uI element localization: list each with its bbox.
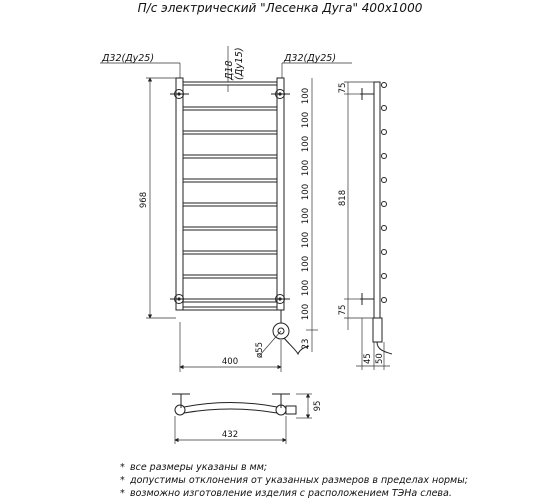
step-group [301, 136, 311, 152]
step-group [301, 232, 311, 248]
note-2: допустимы отклонения от указанных размеров в пределах нормы; [130, 475, 468, 486]
rung [183, 251, 277, 254]
side-rung-end [382, 178, 387, 183]
side-heater-icon [373, 318, 382, 342]
step-dim-label: 100 [301, 303, 311, 321]
rung [183, 203, 277, 206]
rung-bottom [183, 307, 277, 310]
side-depth-b-group [375, 353, 385, 364]
step-dim-label: 100 [301, 279, 311, 297]
step-group [301, 160, 311, 176]
side-rung-end [382, 226, 387, 231]
step-dim-label: 100 [301, 159, 311, 177]
note-3: возможно изготовление изделия с расположением ТЭНа слева. [130, 488, 452, 499]
left-connection-label: Д32(Ду25) [102, 53, 155, 64]
side-rung-end [382, 274, 387, 279]
top-width-label: 432 [221, 430, 239, 440]
rung [183, 227, 277, 230]
note-bullet-icon: * [120, 475, 125, 486]
step-group [301, 280, 311, 296]
side-depth-a-group [363, 353, 373, 364]
side-collector [374, 82, 380, 318]
step-group [301, 112, 311, 128]
top-heater-icon [286, 406, 296, 414]
side-rung-end [382, 250, 387, 255]
note-1: все размеры указаны в мм; [130, 462, 268, 473]
side-view [338, 82, 392, 370]
drawing-title: П/с электрический "Лесенка Дуга" 400х1000 [137, 1, 423, 15]
top-pipe-label: Д18 [224, 60, 235, 80]
side-center-group [338, 190, 348, 206]
side-rung-end [382, 130, 387, 135]
heater-offset-label: 23 [301, 338, 311, 350]
side-depth-a-label: 45 [363, 353, 373, 364]
side-top-offset-label: 75 [338, 82, 348, 94]
top-arc-outer [184, 403, 277, 408]
top-depth-group [313, 401, 323, 412]
side-rung-end [382, 106, 387, 111]
rung [183, 179, 277, 182]
step-dim-label: 100 [301, 207, 311, 225]
height-dim-group [139, 192, 149, 208]
step-dim-label: 100 [301, 183, 311, 201]
step-dim-label: 100 [301, 255, 311, 273]
side-rung-end [382, 83, 387, 88]
step-dim-label: 100 [301, 87, 311, 105]
step-group [301, 304, 311, 320]
side-heater-cable [377, 342, 392, 354]
heater-diameter-label: ø55 [255, 341, 265, 358]
side-rung-end [382, 154, 387, 159]
right-connection-label: Д32(Ду25) [284, 53, 337, 64]
note-bullet-icon: * [120, 488, 125, 499]
height-dim-label: 968 [139, 191, 149, 209]
width-dim-label: 400 [221, 357, 239, 367]
top-pipe-label-group [224, 47, 245, 81]
rung [183, 275, 277, 278]
left-collector [176, 78, 183, 310]
step-group [301, 88, 311, 104]
side-center-dist-label: 818 [338, 189, 348, 207]
step-group [301, 184, 311, 200]
top-depth-label: 95 [313, 400, 323, 412]
heater-offset-group [301, 339, 311, 350]
top-view [172, 394, 323, 444]
side-depth-b-label: 50 [375, 353, 385, 364]
side-bottom-offset-group [338, 305, 348, 316]
side-rung-end [382, 202, 387, 207]
rung-top [183, 82, 277, 85]
side-rung-end [382, 298, 387, 303]
heater-dia-group [255, 342, 265, 358]
step-group [301, 208, 311, 224]
rung [183, 107, 277, 110]
step-dim-label: 100 [301, 111, 311, 129]
step-group [301, 256, 311, 272]
rung [183, 155, 277, 158]
rung [183, 131, 277, 134]
step-dim-label: 100 [301, 231, 311, 249]
side-top-offset-group [338, 83, 348, 94]
top-pipe-sublabel: (Ду15) [234, 47, 245, 80]
step-dim-label: 100 [301, 135, 311, 153]
rung [183, 299, 277, 302]
top-arc-inner [184, 409, 277, 413]
right-collector [277, 78, 284, 310]
note-bullet-icon: * [120, 462, 125, 473]
top-collector-left [175, 405, 185, 415]
front-view [100, 46, 352, 372]
notes [120, 462, 468, 499]
side-bottom-offset-label: 75 [338, 304, 348, 316]
